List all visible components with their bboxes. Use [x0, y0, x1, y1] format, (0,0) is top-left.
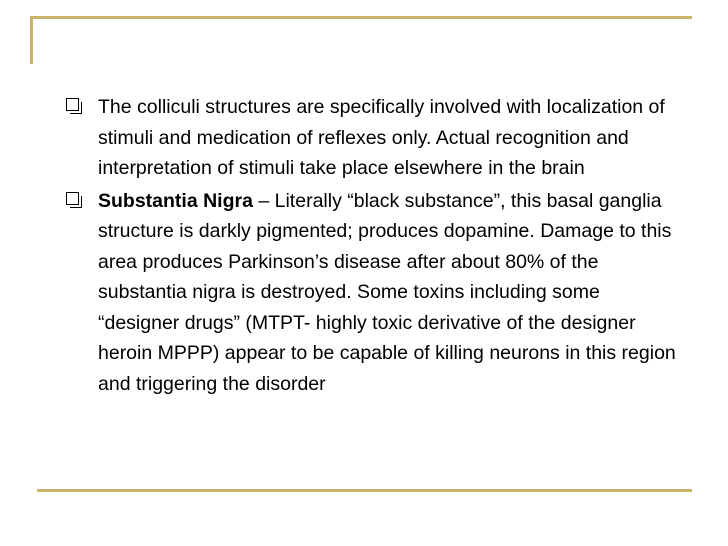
- bullet-item-colliculi: [66, 92, 686, 184]
- frame-bottom-line: [37, 489, 692, 492]
- bullet-item-substantia-nigra: [66, 186, 686, 400]
- bullet-list: [66, 92, 686, 401]
- bullet-text: – Literally “black substance”, this basal ganglia structure is darkly pigmented; produces dopamine. Damage to this area produces Parkinson’s disease after about 80% of the substantia nigra is destroyed. Some toxins including some “designer drugs” (MTPT- highly toxic derivative of the designer heroin MPPP) appear to be capable of killing neurons in this region and triggering the disorder: [98, 189, 676, 395]
- bullet-term: Substantia Nigra: [98, 189, 253, 212]
- frame-top-line: [30, 16, 692, 19]
- square-bullet-icon: [66, 98, 79, 111]
- square-bullet-icon: [66, 192, 79, 205]
- frame-left-line: [30, 16, 33, 64]
- bullet-text: The colliculi structures are specifically involved with localization of stimuli and medication of reflexes only. Actual recognition and interpretation of stimuli take place elsewhere in the brain: [98, 96, 665, 179]
